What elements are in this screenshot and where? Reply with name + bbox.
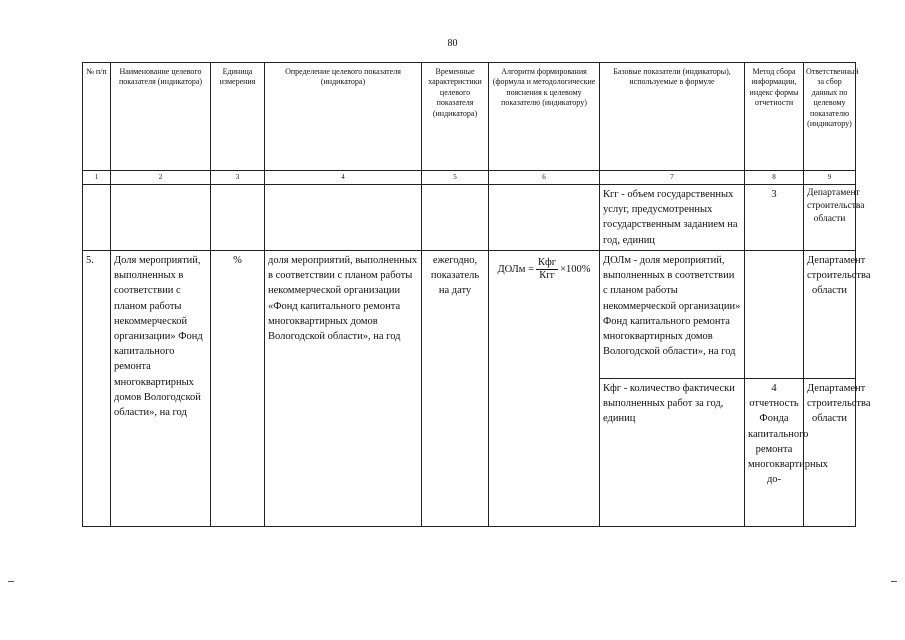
header-cell: № п/п bbox=[83, 63, 111, 171]
responsible-cell: Департамент строительства области bbox=[804, 185, 856, 251]
table-row bbox=[83, 250, 856, 378]
formula-tail: ×100% bbox=[560, 263, 591, 275]
column-number: 2 bbox=[111, 171, 211, 185]
header-cell: Ответственный за сбор данных по целевому показателю (индикатору) bbox=[804, 63, 856, 171]
column-number: 7 bbox=[600, 171, 745, 185]
column-number: 8 bbox=[745, 171, 804, 185]
formula-numerator: Кфг bbox=[536, 257, 558, 270]
time-characteristics-cell: ежегодно, показатель на дату bbox=[422, 250, 489, 526]
page-number: 80 bbox=[447, 38, 458, 49]
header-row bbox=[83, 63, 856, 171]
definition-cell: доля мероприятий, выполненных в соответствии с планом работы некоммерческой организации «Фонд капитального ремонта многоквартирных домов Вологодской области», на год bbox=[265, 250, 422, 526]
indicator-name: Доля мероприятий, выполненных в соответствии с планом работы некоммерческой организации» Фонд капитального ремонта многоквартирных домов Вологодской области», на год bbox=[111, 250, 211, 526]
formula-fraction bbox=[536, 257, 558, 282]
formula-cell bbox=[489, 250, 600, 526]
indicator-table bbox=[82, 62, 871, 527]
header-cell: Алгоритм формирования (формула и методологические пояснения к целевому показателю (индикатору) bbox=[489, 63, 600, 171]
method-cell: 3 bbox=[745, 185, 804, 251]
formula-denominator: Кгг bbox=[539, 269, 555, 281]
formula bbox=[492, 257, 596, 282]
base-indicator-cell: Кгг - объем государственных услуг, предусмотренных государственным заданием на год, единиц bbox=[600, 185, 745, 251]
header-cell: Метод сбора информации, индекс формы отчетности bbox=[745, 63, 804, 171]
responsible-cell: Департамент строительства области bbox=[804, 250, 856, 378]
header-cell: Определение целевого показателя (индикатора) bbox=[265, 63, 422, 171]
column-number: 9 bbox=[804, 171, 856, 185]
header-cell: Единица измерения bbox=[211, 63, 265, 171]
base-indicator-cell: ДОЛм - доля мероприятий, выполненных в соответствии с планом работы некоммерческой организации» Фонд капитального ремонта многоквартирных домов Вологодской области», на год bbox=[600, 250, 745, 378]
header-cell: Базовые показатели (индикаторы), используемые в формуле bbox=[600, 63, 745, 171]
header-cell: Временные характеристики целевого показателя (индикатора) bbox=[422, 63, 489, 171]
unit-cell: % bbox=[211, 250, 265, 526]
crop-mark bbox=[891, 581, 897, 582]
crop-mark bbox=[8, 581, 14, 582]
column-number: 1 bbox=[83, 171, 111, 185]
formula-lhs: ДОЛм = bbox=[497, 263, 534, 275]
header-cell: Наименование целевого показателя (индикатора) bbox=[111, 63, 211, 171]
column-number-row bbox=[83, 171, 856, 185]
row-number: 5. bbox=[83, 250, 111, 526]
column-number: 5 bbox=[422, 171, 489, 185]
base-indicator-cell: Кфг - количество фактически выполненных работ за год, единиц bbox=[600, 378, 745, 526]
responsible-cell: Департамент строительства области bbox=[804, 378, 856, 526]
column-number: 4 bbox=[265, 171, 422, 185]
column-number: 6 bbox=[489, 171, 600, 185]
table-row bbox=[83, 185, 856, 251]
column-number: 3 bbox=[211, 171, 265, 185]
method-cell: 4 отчетность Фонда капитального ремонта многоквартирных до- bbox=[745, 378, 804, 526]
